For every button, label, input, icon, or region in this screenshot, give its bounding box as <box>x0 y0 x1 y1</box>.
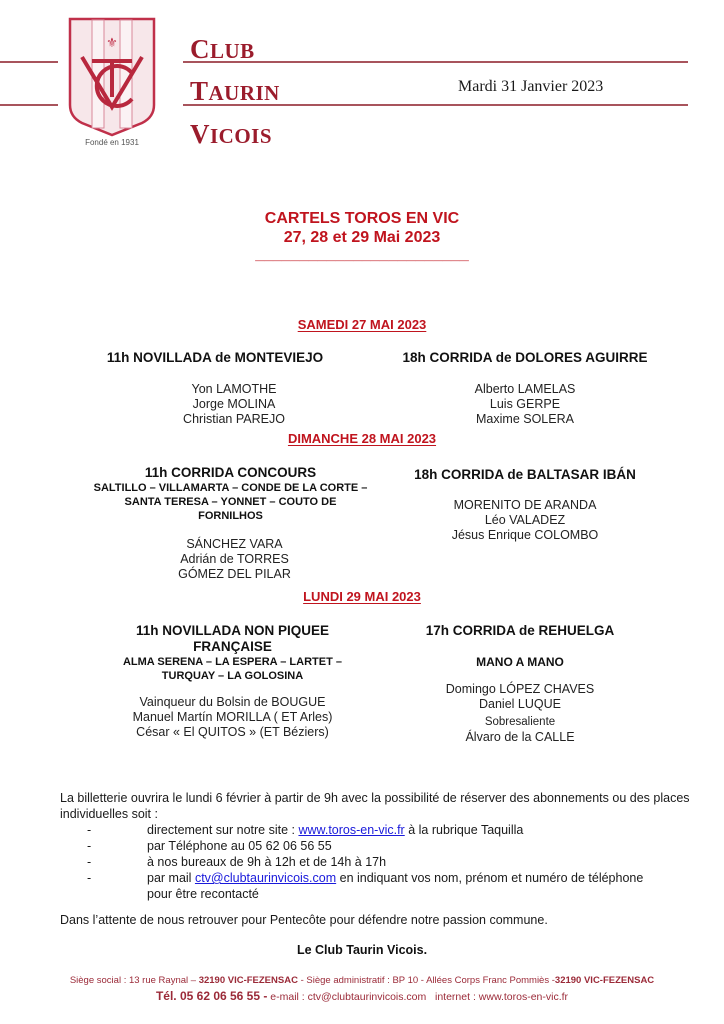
torero-name: Domingo LÓPEZ CHAVES <box>445 682 595 696</box>
sobresaliente-name: Álvaro de la CALLE <box>465 730 575 744</box>
torero-name: Léo VALADEZ <box>484 513 566 527</box>
torero-name: Daniel LUQUE <box>479 697 561 711</box>
website-link[interactable]: www.toros-en-vic.fr <box>298 823 405 837</box>
event-title: 18h CORRIDA de DOLORES AGUIRRE <box>402 350 648 365</box>
page-title <box>0 209 724 264</box>
club-logo <box>66 17 158 152</box>
header-rule-left-top <box>0 61 58 63</box>
bullet-dash: - <box>87 823 92 837</box>
ticketing-item-phone: - par Téléphone au 05 62 06 56 55 <box>87 839 332 853</box>
torero-name: MORENITO DE ARANDA <box>453 498 597 512</box>
torero-name: Adrián de TORRES <box>180 552 289 566</box>
event-title: 18h CORRIDA de BALTASAR IBÁN <box>414 467 636 482</box>
ticketing-item-website: - directement sur notre site : www.toros-en-vic.fr à la rubrique Taquilla <box>87 823 524 837</box>
event-title: 11h NOVILLADA NON PIQUEE FRANÇAISE <box>135 623 330 654</box>
email-link[interactable]: ctv@clubtaurinvicois.com <box>194 871 337 885</box>
closing-text: Dans l’attente de nous retrouver pour Pentecôte pour défendre notre passion commune. <box>60 913 548 927</box>
ganaderias: SALTILLO – VILLAMARTA – CONDE DE LA CORTE – SANTA TERESA – YONNET – COUTO DE FORNILHOS <box>93 482 368 522</box>
bullet-dash: - <box>87 839 92 853</box>
cartel-names <box>88 537 373 582</box>
club-word-club: CLUB <box>190 34 255 64</box>
torero-name: Yon LAMOTHE <box>191 382 277 396</box>
ticketing-list <box>60 822 710 902</box>
torero-name: Vainqueur du Bolsin de BOUGUE <box>139 695 326 709</box>
footer-website: internet : www.toros-en-vic.fr <box>426 991 569 1003</box>
cartel-names <box>390 682 650 712</box>
bullet-dash: - <box>87 871 92 885</box>
torero-name: Manuel Martín MORILLA ( ET Arles) <box>132 710 333 724</box>
torero-name: Christian PAREJO <box>183 412 285 426</box>
signature: Le Club Taurin Vicois. <box>296 943 428 957</box>
logo-founded-text: Fondé en 1931 <box>85 138 139 147</box>
footer-email: e-mail : ctv@clubtaurinvicois.com <box>267 991 427 1003</box>
cartel-names <box>380 498 670 543</box>
torero-name: SÁNCHEZ VARA <box>186 537 283 551</box>
cartel-names <box>90 382 340 427</box>
header-rule-left-bottom <box>0 104 58 106</box>
bullet-dash: - <box>87 855 92 869</box>
event-sun-18h <box>380 467 670 543</box>
event-mon-11h <box>100 623 365 740</box>
torero-name: Jorge MOLINA <box>192 397 276 411</box>
event-sat-11h <box>90 350 340 427</box>
club-word-taurin: TAURIN <box>190 76 280 106</box>
event-sun-11h <box>88 465 373 582</box>
day-heading-sunday: DIMANCHE 28 MAI 2023 <box>287 431 437 446</box>
ticketing-item-email: - par mail ctv@clubtaurinvicois.com en indiquant vos nom, prénom et numéro de téléphone pour être recontacté <box>87 871 644 901</box>
footer-address: Siège social : 13 rue Raynal – 32190 VIC-FEZENSAC - Siège administratif : BP 10 - Allées Corps Franc Pommiès -32190 VIC-FEZENSAC <box>69 975 655 986</box>
title-line-2: 27, 28 et 29 Mai 2023 <box>283 229 441 246</box>
ticketing-item-office: - à nos bureaux de 9h à 12h et de 14h à 17h <box>87 855 387 869</box>
svg-text:⚜: ⚜ <box>106 36 118 51</box>
shield-icon <box>66 17 158 152</box>
header-rule-right-top <box>183 61 688 63</box>
event-title: 17h CORRIDA de REHUELGA <box>425 623 615 638</box>
footer-contact <box>0 989 724 1005</box>
torero-name: GÓMEZ DEL PILAR <box>178 567 291 581</box>
footer-phone: Tél. 05 62 06 56 55 - <box>155 989 268 1003</box>
club-word-vicois: VICOIS <box>190 119 273 149</box>
event-title: 11h NOVILLADA de MONTEVIEJO <box>106 350 324 365</box>
torero-name: Maxime SOLERA <box>476 412 574 426</box>
event-sat-18h <box>380 350 670 427</box>
event-title: 11h CORRIDA CONCOURS <box>144 465 317 480</box>
cartel-names <box>100 695 365 740</box>
torero-name: Jésus Enrique COLOMBO <box>451 528 599 542</box>
event-mon-17h <box>390 623 650 745</box>
event-subtitle: MANO A MANO <box>476 655 564 669</box>
torero-name: Alberto LAMELAS <box>474 382 576 396</box>
title-line-1: CARTELS TOROS EN VIC <box>264 210 460 227</box>
sobresaliente-label: Sobresaliente <box>484 716 556 728</box>
torero-name: César « El QUITOS » (ET Béziers) <box>136 725 329 739</box>
title-rule: ________________________ <box>255 246 469 263</box>
ganaderias: ALMA SERENA – LA ESPERA – LARTET – TURQUAY – LA GOLOSINA <box>122 656 342 682</box>
day-heading-monday: LUNDI 29 MAI 2023 <box>303 589 421 604</box>
ticketing-intro: La billetterie ouvrira le lundi 6 février à partir de 9h avec la possibilité de réserver des abonnements ou des places individuelles soit : <box>60 791 690 821</box>
day-heading-saturday: SAMEDI 27 MAI 2023 <box>297 317 427 332</box>
cartel-names <box>380 382 670 427</box>
letter-date: Mardi 31 Janvier 2023 <box>458 78 604 95</box>
torero-name: Luis GERPE <box>489 397 561 411</box>
